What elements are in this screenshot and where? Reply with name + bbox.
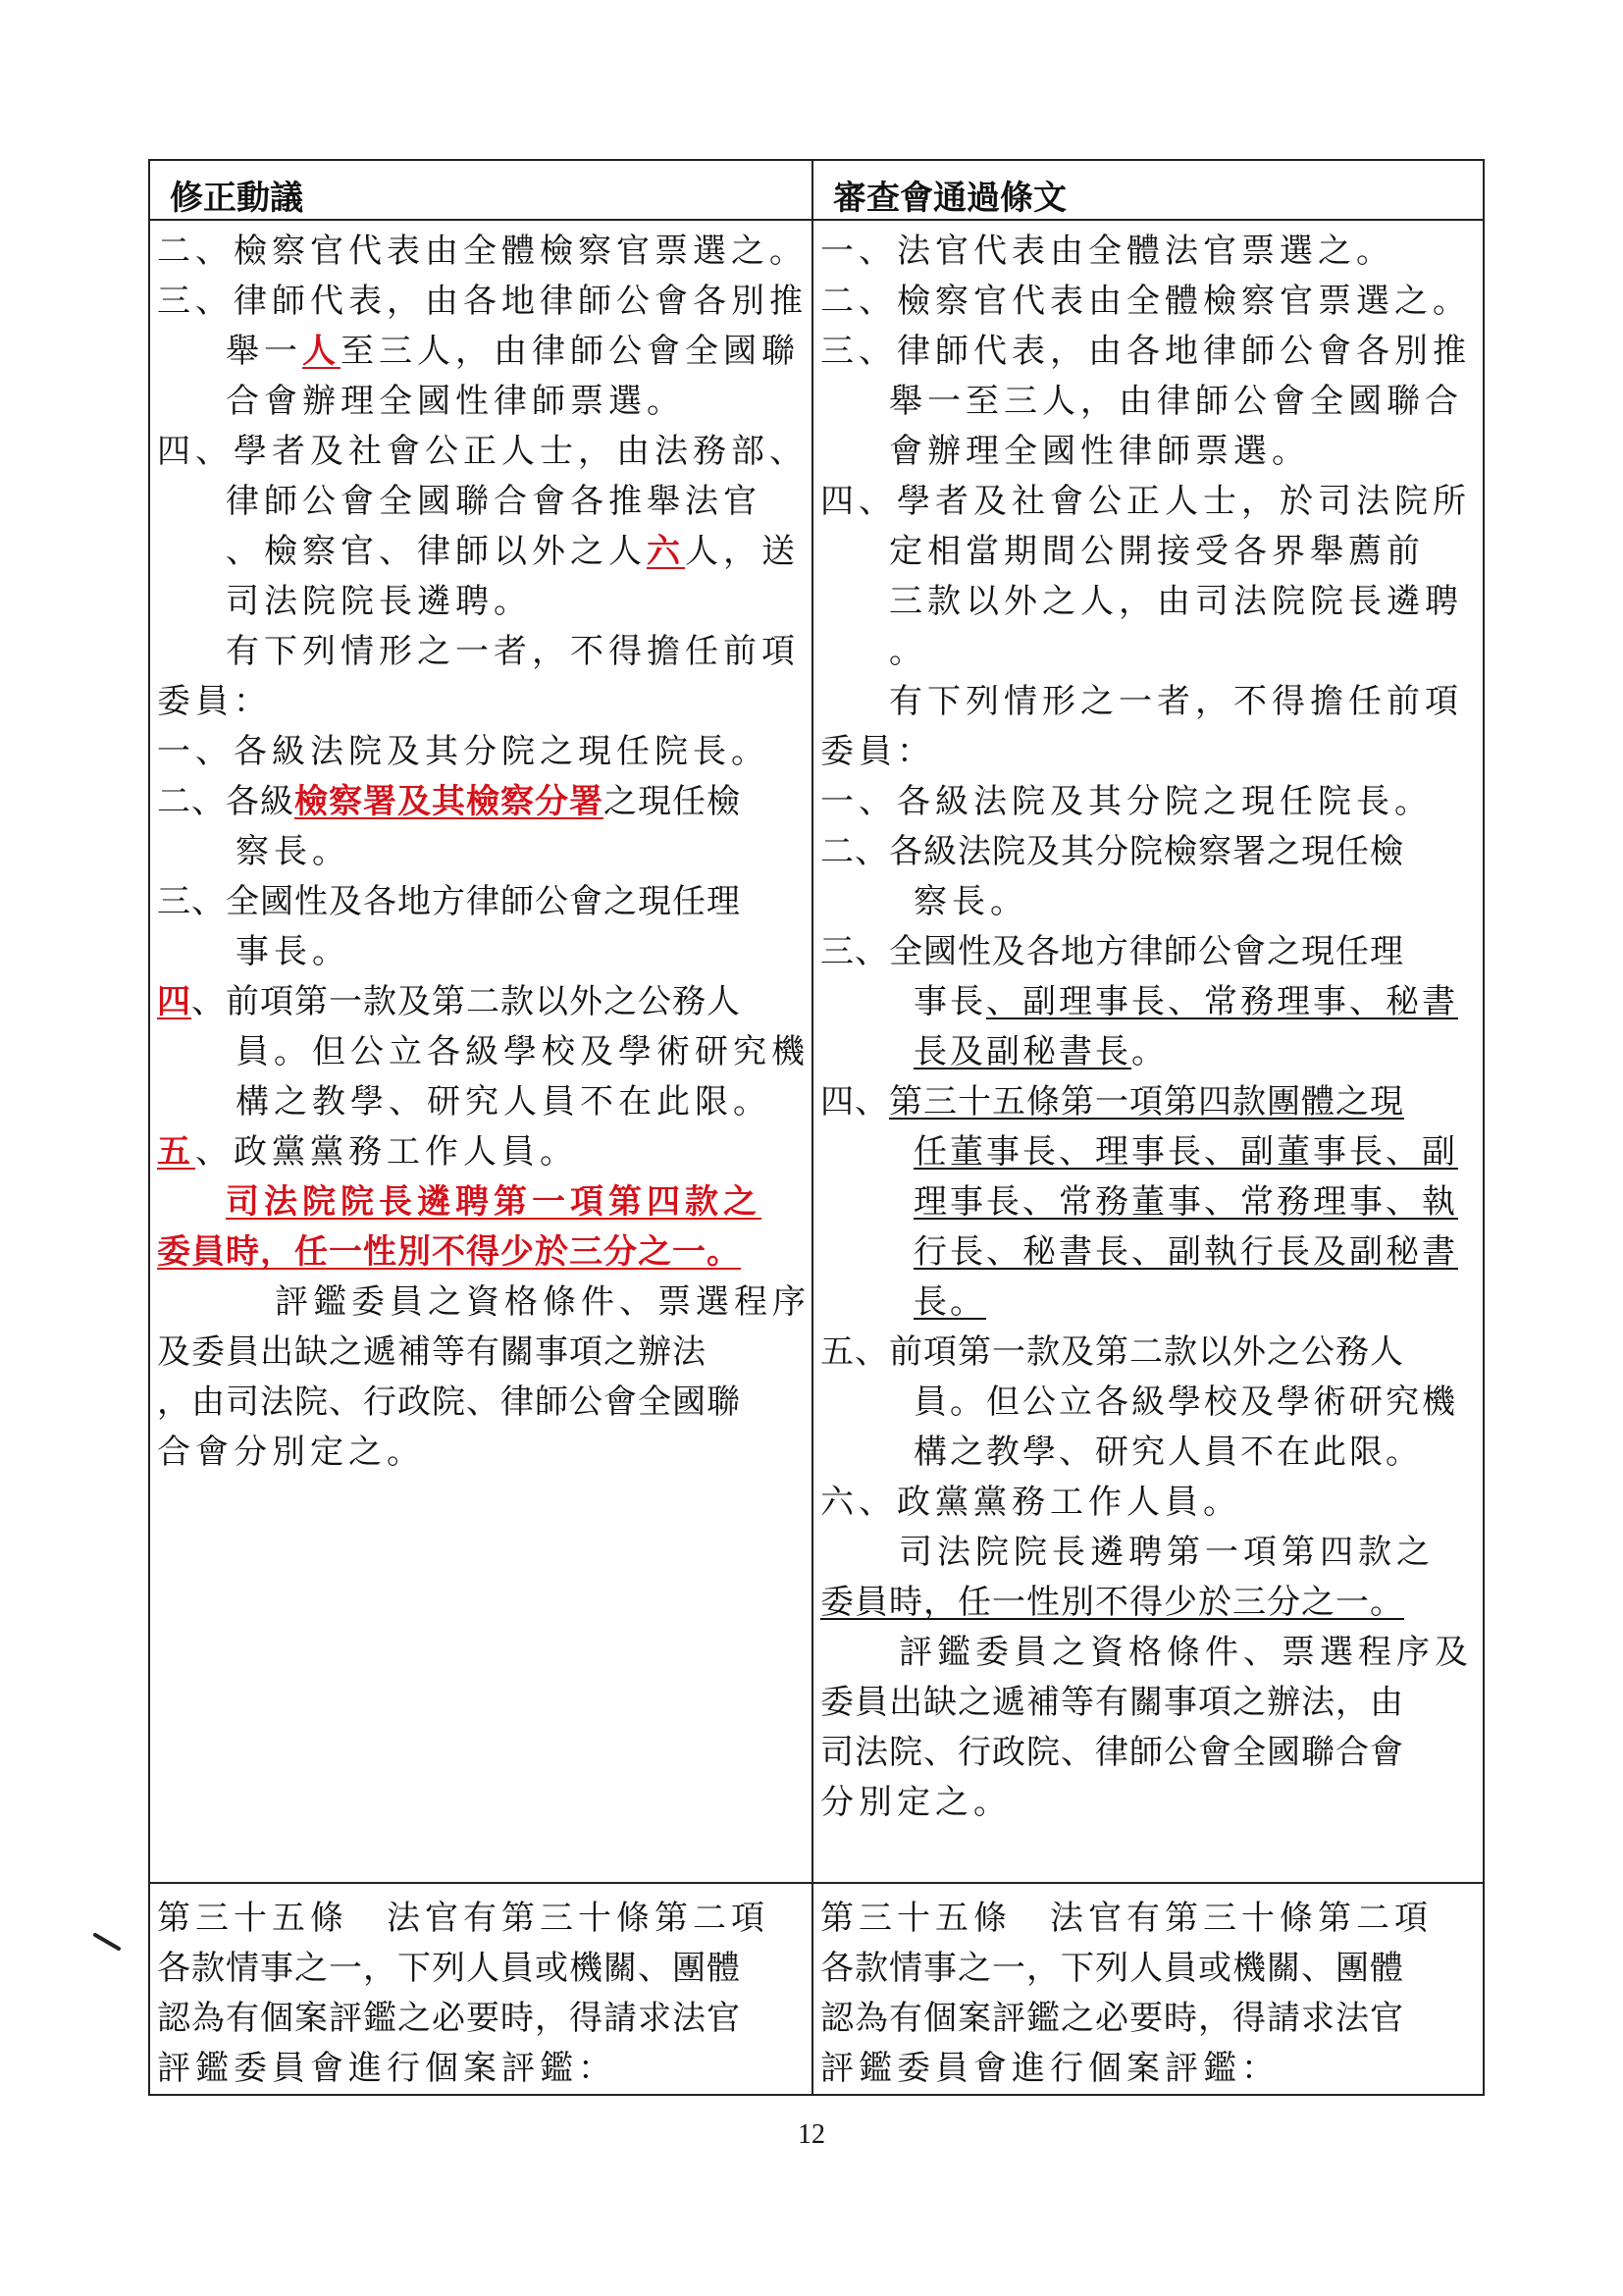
text-line: 評鑑委員之資格條件、票選程序 xyxy=(275,1282,811,1322)
approved-article-35-cell xyxy=(812,1883,1484,2095)
text-line: 一、各級法院及其分院之現任院長。 xyxy=(820,782,1433,821)
text-line: 。 xyxy=(889,632,927,671)
text-line: 四、前項第一款及第二款以外之公務人 xyxy=(157,982,741,1021)
text-line xyxy=(820,1127,1475,1177)
text-line: 一、各級法院及其分院之現任院長。 xyxy=(157,732,769,771)
text-line: 四、第三十五條第一項第四款團體之現 xyxy=(820,1082,1404,1122)
text-line: 構之教學、研究人員不在此限。 xyxy=(236,1082,771,1122)
amendment-text-cell xyxy=(149,220,812,1883)
text-line xyxy=(157,1177,804,1227)
text-line: 舉一人至三人，由律師公會全國聯 xyxy=(226,332,800,371)
text-line: 舉一至三人，由律師公會全國聯合 xyxy=(889,382,1463,421)
underlined-revision: 長及副秘書長 xyxy=(914,1032,1131,1071)
text-line: 分別定之。 xyxy=(820,1783,1012,1822)
text-line: 各款情事之一，下列人員或機關、團體 xyxy=(820,1949,1404,1988)
red-amendment-text: 人 xyxy=(302,332,340,371)
text-line: 二、檢察官代表由全體檢察官票選之。 xyxy=(820,282,1471,321)
underlined-revision: 委員時，任一性別不得少於三分之一。 xyxy=(820,1583,1404,1622)
red-amendment-text: 檢察署及其檢察分署 xyxy=(294,782,603,821)
text-line: 六、政黨黨務工作人員。 xyxy=(820,1483,1241,1522)
table-header-row xyxy=(149,160,1484,220)
text-line: 合會辦理全國性律師票選。 xyxy=(226,382,685,421)
text-line: 認為有個案評鑑之必要時，得請求法官 xyxy=(157,1999,741,2038)
text-line: 員。但公立各級學校及學術研究機 xyxy=(914,1383,1458,1422)
text-line: 三、全國性及各地方律師公會之現任理 xyxy=(157,882,741,921)
scan-mark-icon xyxy=(93,1931,123,1955)
text-line: 二、各級檢察署及其檢察分署之現任檢 xyxy=(157,782,741,821)
text-line: 二、各級法院及其分院檢察署之現任檢 xyxy=(820,832,1404,871)
text-line: 事長。 xyxy=(236,932,350,971)
text-line: 評鑑委員之資格條件、票選程序及 xyxy=(899,1633,1473,1672)
red-amendment-text: 五 xyxy=(157,1132,195,1172)
text-line: 第三十五條 法官有第三十條第二項 xyxy=(157,1899,769,1938)
underlined-revision: 行長、秘書長、副執行長及副秘書 xyxy=(914,1232,1458,1272)
text-line: 司法院、行政院、律師公會全國聯合會 xyxy=(820,1733,1404,1772)
text-line: 司法院院長遴聘。 xyxy=(226,582,532,621)
text-line xyxy=(820,1177,1475,1227)
red-amendment-text: 司法院院長遴聘第一項第四款之 xyxy=(226,1182,761,1222)
text-line: 三、全國性及各地方律師公會之現任理 xyxy=(820,932,1404,971)
text-line xyxy=(157,1227,804,1278)
text-line xyxy=(820,1278,1475,1328)
red-amendment-text: 委員時，任一性別不得少於三分之一。 xyxy=(157,1232,741,1272)
text-line: 委員出缺之遞補等有關事項之辦法，由 xyxy=(820,1683,1404,1722)
text-line: 員。但公立各級學校及學術研究機 xyxy=(236,1032,810,1071)
text-line: 四、學者及社會公正人士，由法務部、 xyxy=(157,432,808,471)
underlined-revision: 、副理事長、常務理事、秘書 xyxy=(986,982,1458,1021)
text-line: 及委員出缺之遞補等有關事項之辦法 xyxy=(157,1332,707,1372)
comparison-table xyxy=(148,159,1485,2096)
text-line xyxy=(820,1578,1475,1628)
text-line: 會辦理全國性律師票選。 xyxy=(889,432,1310,471)
red-amendment-text: 四 xyxy=(157,982,191,1021)
text-line: ，由司法院、行政院、律師公會全國聯 xyxy=(157,1383,741,1422)
text-line: 司法院院長遴聘第一項第四款之 xyxy=(899,1533,1435,1572)
text-line: 第三十五條 法官有第三十條第二項 xyxy=(820,1899,1433,1938)
text-line: 定相當期間公開接受各界舉薦前 xyxy=(889,532,1425,571)
text-line: 合會分別定之。 xyxy=(157,1433,425,1472)
text-line: 察長。 xyxy=(914,882,1028,921)
text-line: 委員： xyxy=(820,732,935,771)
text-line: 委員： xyxy=(157,682,272,721)
text-line: 三、律師代表，由各地律師公會各別推 xyxy=(820,332,1471,371)
text-line: 事長、副理事長、常務理事、秘書 xyxy=(914,982,1458,1021)
text-line: 評鑑委員會進行個案評鑑： xyxy=(820,2049,1280,2088)
text-line: 四、學者及社會公正人士，於司法院所 xyxy=(820,482,1471,521)
text-line xyxy=(820,1227,1475,1278)
text-line: 評鑑委員會進行個案評鑑： xyxy=(157,2049,616,2088)
text-line: 三款以外之人，由司法院院長遴聘 xyxy=(889,582,1463,621)
text-line: 二、檢察官代表由全體檢察官票選之。 xyxy=(157,232,808,271)
text-line: 五、前項第一款及第二款以外之公務人 xyxy=(820,1332,1404,1372)
table-row-article-35 xyxy=(149,1883,1484,2095)
underlined-revision: 任董事長、理事長、副董事長、副 xyxy=(914,1132,1458,1172)
amendment-article-35-cell xyxy=(149,1883,812,2095)
header-amendment-motion: 修正動議 xyxy=(149,160,812,220)
underlined-revision: 長。 xyxy=(914,1282,986,1322)
text-line: 察長。 xyxy=(236,832,350,871)
table-row-article-34 xyxy=(149,220,1484,1883)
text-line: 認為有個案評鑑之必要時，得請求法官 xyxy=(820,1999,1404,2038)
text-line: 有下列情形之一者，不得擔任前項 xyxy=(226,632,800,671)
text-line: 一、法官代表由全體法官票選之。 xyxy=(820,232,1394,271)
underlined-revision: 理事長、常務董事、常務理事、執 xyxy=(914,1182,1458,1222)
underlined-revision: 第三十五條第一項第四款團體之現 xyxy=(889,1082,1404,1122)
page-number: 12 xyxy=(798,2119,825,2150)
approved-text-cell xyxy=(812,220,1484,1883)
red-amendment-text: 六 xyxy=(647,532,685,571)
text-line: 有下列情形之一者，不得擔任前項 xyxy=(889,682,1463,721)
header-committee-approved-text: 審查會通過條文 xyxy=(812,160,1484,220)
text-line: 三、律師代表，由各地律師公會各別推 xyxy=(157,282,808,321)
text-line: 律師公會全國聯合會各推舉法官 xyxy=(226,482,761,521)
text-line: 、檢察官、律師以外之人六人，送 xyxy=(226,532,800,571)
text-line: 長及副秘書長。 xyxy=(914,1032,1168,1071)
text-line: 構之教學、研究人員不在此限。 xyxy=(914,1433,1422,1472)
text-line: 五、政黨黨務工作人員。 xyxy=(157,1132,578,1172)
text-line: 各款情事之一，下列人員或機關、團體 xyxy=(157,1949,741,1988)
